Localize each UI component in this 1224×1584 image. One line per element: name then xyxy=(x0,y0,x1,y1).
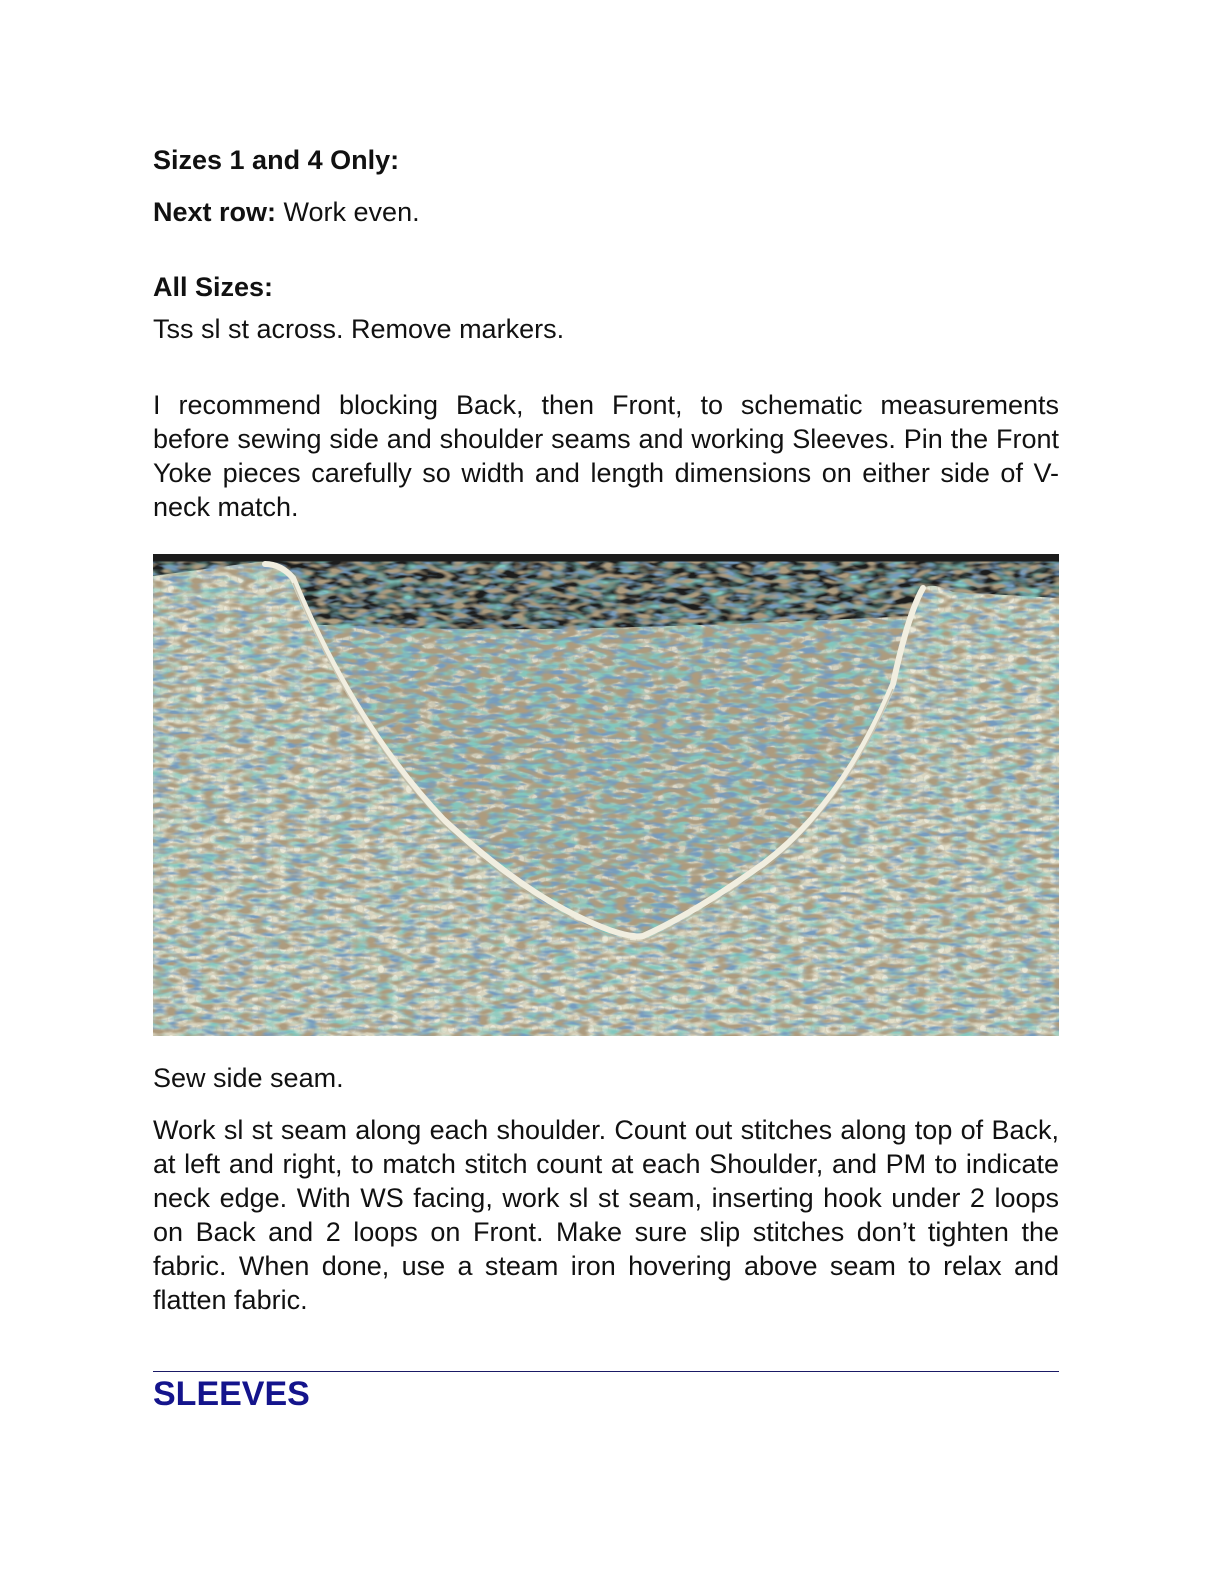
document-page xyxy=(153,140,1059,1414)
blocking-paragraph: I recommend blocking Back, then Front, to schematic measurements before sewing side and shoulder seams and working Sleeves. Pin the Front Yoke pieces carefully so width and length dimensions on either side of V-neck match. xyxy=(153,390,1059,522)
shoulder-paragraph: Work sl st seam along each shoulder. Count out stitches along top of Back, at left and right, to match stitch count at each Shoulder, and PM to indicate neck edge. With WS facing, work sl st seam, inserting hook under 2 loops on Back and 2 loops on Front. Make sure slip stitches don’t tighten the fabric. When done, use a steam iron hovering above seam to relax and flatten fabric. xyxy=(153,1115,1059,1315)
next-row-text: Work even. xyxy=(276,197,420,227)
next-row-label: Next row: xyxy=(153,197,277,227)
sweater-yoke-photo xyxy=(153,554,1059,1036)
sizes-heading: Sizes 1 and 4 Only: xyxy=(153,145,400,175)
sleeves-heading: SLEEVES xyxy=(153,1375,310,1413)
tss-instruction: Tss sl st across. Remove markers. xyxy=(153,314,565,344)
all-sizes-heading: All Sizes: xyxy=(153,272,274,302)
sew-side-seam: Sew side seam. xyxy=(153,1063,344,1093)
section-divider xyxy=(153,1371,1059,1372)
next-row-line xyxy=(153,195,1059,229)
